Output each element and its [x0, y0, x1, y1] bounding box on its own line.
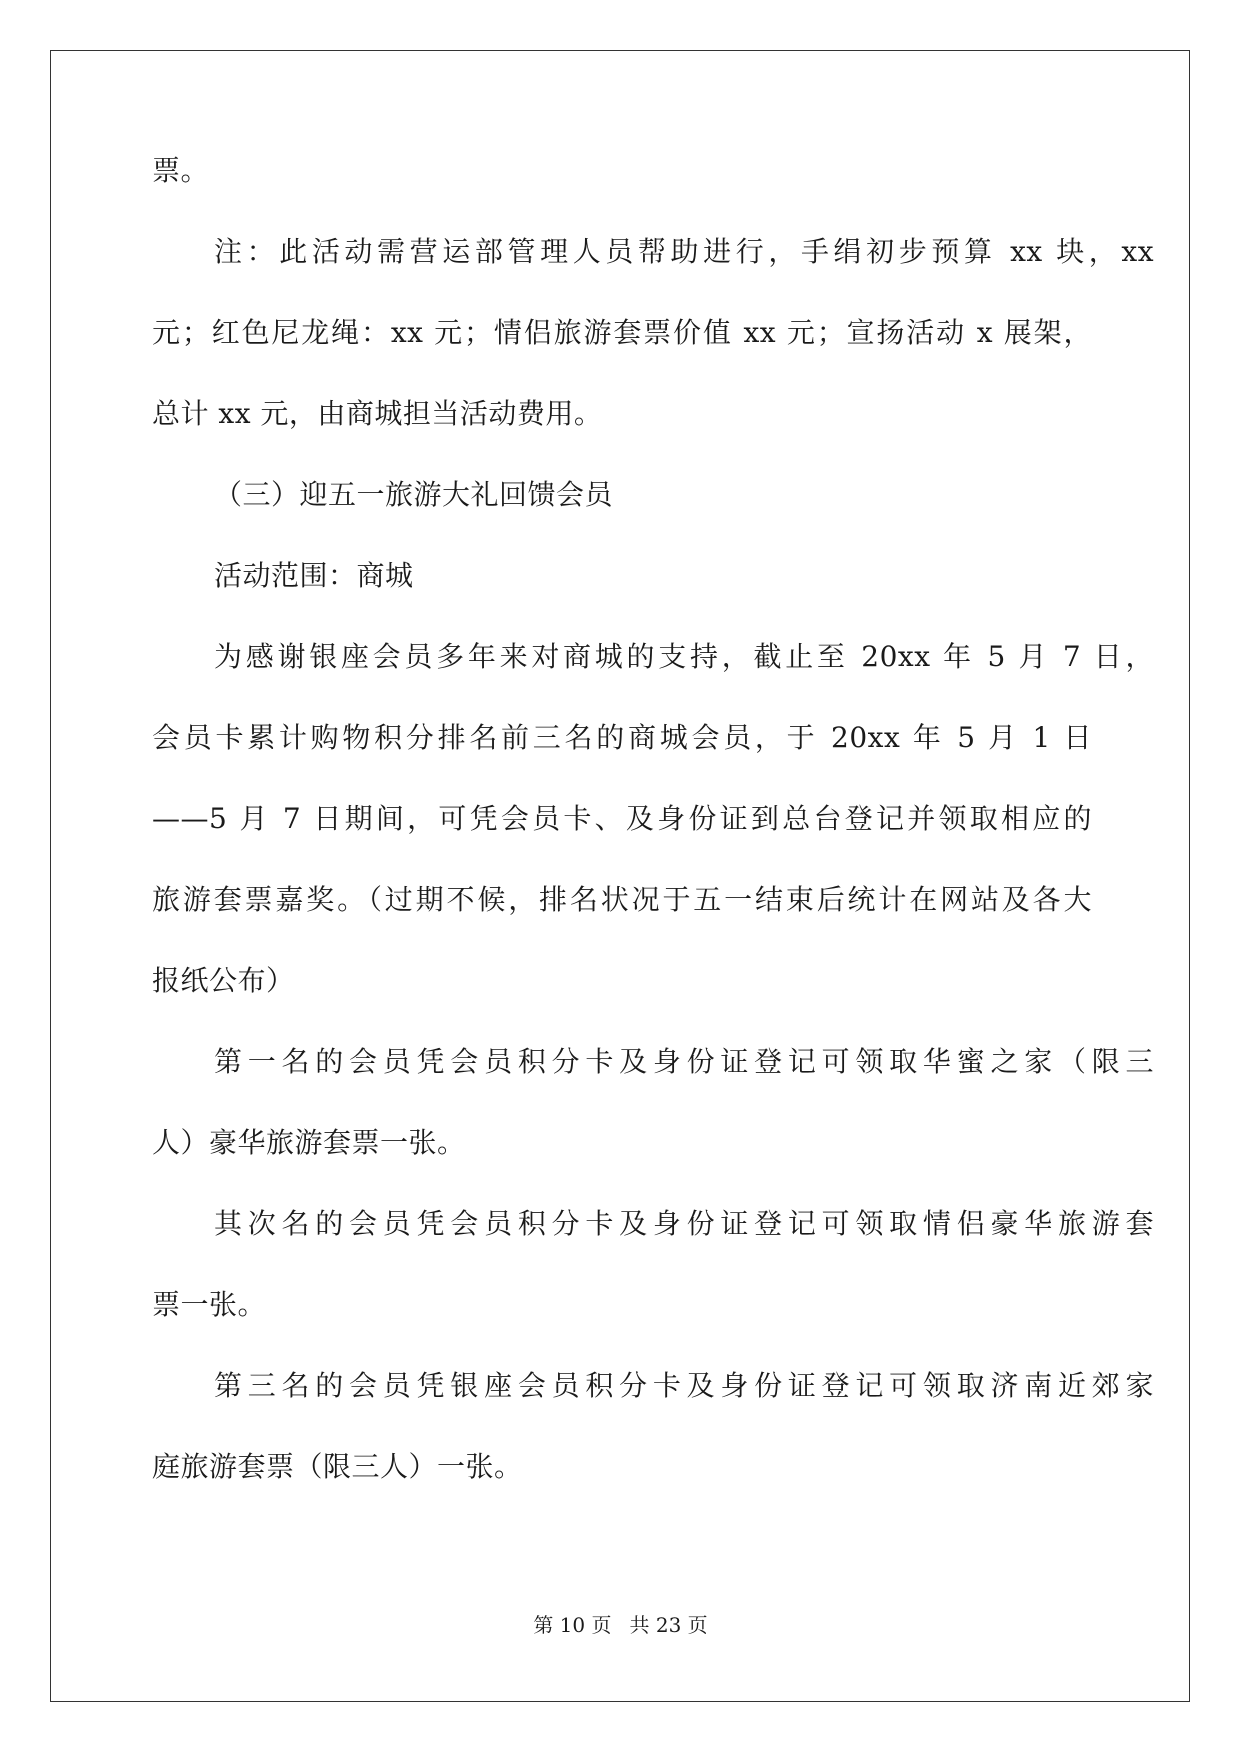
page-total: 共 23 页 — [629, 1613, 708, 1637]
text-line: ——5 月 7 日期间，可凭会员卡、及身份证到总台登记并领取相应的 — [152, 802, 1092, 835]
text-line: 元；红色尼龙绳：xx 元；情侣旅游套票价值 xx 元；宣扬活动 x 展架， — [152, 316, 1092, 349]
text-line: 票一张。 — [152, 1288, 267, 1321]
text-line: 为感谢银座会员多年来对商城的支持，截止至 20xx 年 5 月 7 日， — [214, 640, 1154, 673]
text-line: 总计 xx 元，由商城担当活动费用。 — [152, 397, 603, 430]
text-line: 其次名的会员凭会员积分卡及身份证登记可领取情侣豪华旅游套 — [214, 1207, 1154, 1240]
text-line: 注：此活动需营运部管理人员帮助进行，手绢初步预算 xx 块，xx — [214, 235, 1154, 268]
text-line: 庭旅游套票（限三人）一张。 — [152, 1450, 523, 1483]
page-number: 第 10 页 — [533, 1613, 612, 1637]
text-line: 人）豪华旅游套票一张。 — [152, 1126, 466, 1159]
text-line: 第三名的会员凭银座会员积分卡及身份证登记可领取济南近郊家 — [214, 1369, 1154, 1402]
text-line: 报纸公布） — [152, 964, 295, 997]
text-line: 会员卡累计购物积分排名前三名的商城会员，于 20xx 年 5 月 1 日 — [152, 721, 1092, 754]
text-line: 活动范围：商城 — [214, 559, 414, 592]
text-line: 旅游套票嘉奖。（过期不候，排名状况于五一结束后统计在网站及各大 — [152, 883, 1092, 916]
text-line: 票。 — [152, 154, 210, 187]
section-heading: （三）迎五一旅游大礼回馈会员 — [214, 478, 614, 511]
text-line: 第一名的会员凭会员积分卡及身份证登记可领取华蜜之家（限三 — [214, 1045, 1154, 1078]
document-body — [152, 154, 1154, 1533]
page-footer — [0, 1613, 1241, 1637]
